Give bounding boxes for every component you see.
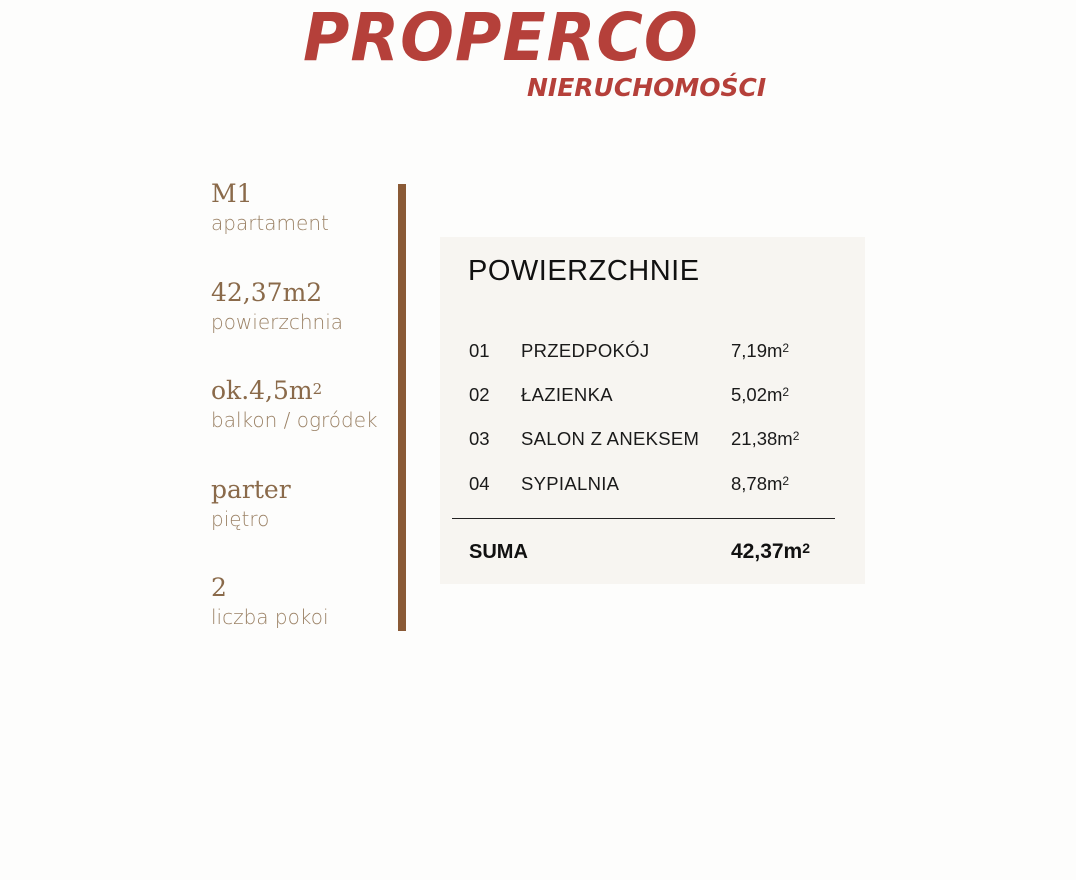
spec-value: parter: [211, 475, 291, 504]
brand-logo: [0, 0, 1076, 110]
spec-value: [211, 375, 401, 407]
spec-value: M1: [211, 179, 253, 208]
spec-rooms: [211, 572, 401, 630]
room-area: [731, 424, 799, 454]
vertical-divider: [398, 184, 406, 631]
room-area: [731, 469, 789, 499]
spec-label: apartament: [211, 211, 329, 235]
room-name: PRZEDPOKÓJ: [521, 340, 650, 361]
table-row: [440, 380, 865, 410]
brand-name: PROPERCO: [303, 0, 699, 76]
room-area-sup: 2: [782, 474, 790, 488]
sum-value-text: 42,37m: [731, 540, 803, 563]
spec-value-sup: 2: [312, 380, 323, 398]
brand-subtitle: NIERUCHOMOŚCI: [527, 73, 767, 102]
spec-apartment: [211, 178, 401, 236]
room-area-text: 21,38m: [731, 428, 793, 449]
room-number: 01: [469, 340, 490, 361]
table-row: [440, 336, 865, 366]
spec-label: balkon / ogródek: [211, 408, 378, 432]
room-area-sup: 2: [782, 341, 790, 355]
panel-title: POWIERZCHNIE: [468, 255, 700, 287]
sum-row: [440, 535, 865, 569]
spec-value-text: ok.4,5m: [211, 376, 313, 405]
spec-label: piętro: [211, 507, 270, 531]
room-name: ŁAZIENKA: [521, 384, 613, 405]
sum-divider: [452, 518, 835, 519]
room-number: 02: [469, 384, 490, 405]
spec-value: 2: [211, 573, 227, 602]
sum-label: SUMA: [469, 541, 528, 563]
spec-label: liczba pokoi: [211, 605, 329, 629]
room-name: SYPIALNIA: [521, 473, 620, 494]
areas-panel: [440, 237, 865, 584]
sum-value-sup: 2: [802, 540, 811, 556]
room-area-text: 5,02m: [731, 384, 783, 405]
sum-value: [731, 535, 810, 569]
room-area: [731, 380, 789, 410]
table-row: [440, 424, 865, 454]
spec-balcony: [211, 375, 401, 433]
room-number: 04: [469, 473, 490, 494]
room-name: SALON Z ANEKSEM: [521, 428, 700, 449]
room-number: 03: [469, 428, 490, 449]
spec-floor: [211, 474, 401, 532]
room-area-sup: 2: [792, 429, 800, 443]
spec-area: [211, 277, 401, 335]
room-area-text: 8,78m: [731, 473, 783, 494]
table-row: [440, 469, 865, 499]
room-area-text: 7,19m: [731, 340, 783, 361]
room-area: [731, 336, 789, 366]
spec-value: 42,37m2: [211, 278, 323, 307]
spec-label: powierzchnia: [211, 310, 344, 334]
room-area-sup: 2: [782, 385, 790, 399]
